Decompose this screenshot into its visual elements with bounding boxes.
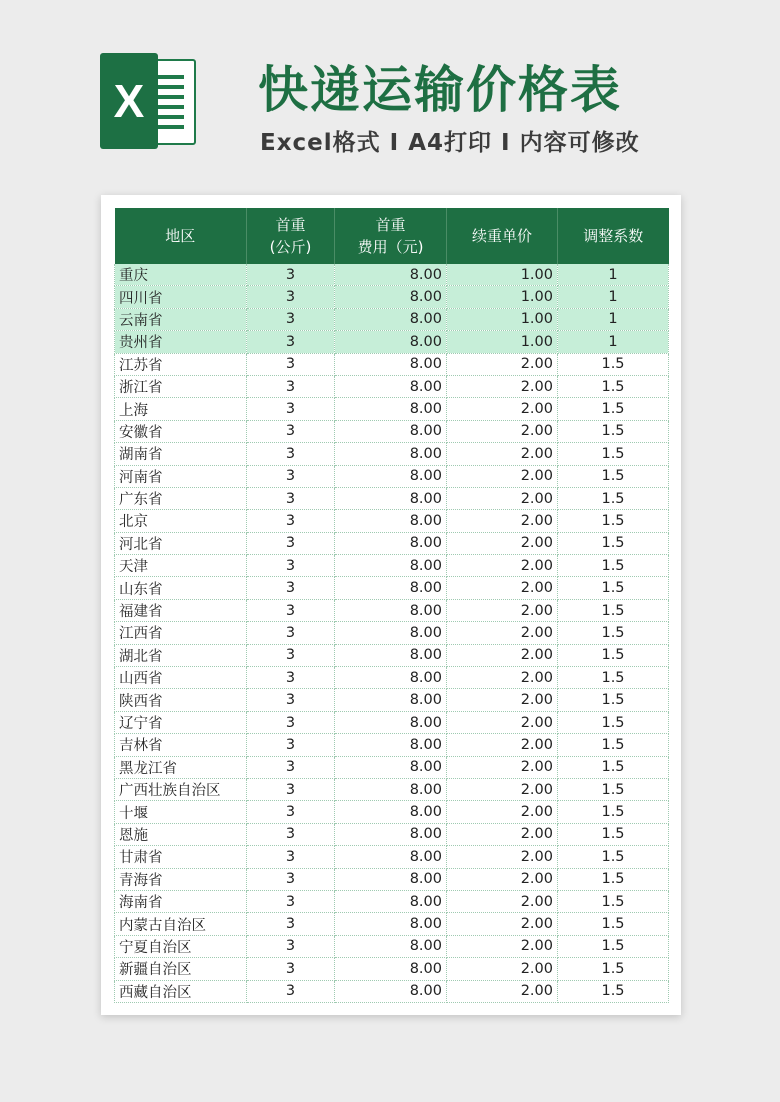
region-cell: 北京 (115, 510, 247, 532)
unit-price-cell: 2.00 (447, 443, 558, 465)
adjust-factor-cell: 1.5 (558, 622, 669, 644)
region-cell: 山东省 (115, 577, 247, 599)
region-cell: 云南省 (115, 308, 247, 330)
unit-price-cell: 2.00 (447, 398, 558, 420)
region-cell: 宁夏自治区 (115, 935, 247, 957)
unit-price-cell: 2.00 (447, 622, 558, 644)
first-weight-cell: 3 (247, 622, 335, 644)
adjust-factor-cell: 1.5 (558, 667, 669, 689)
adjust-factor-cell: 1.5 (558, 577, 669, 599)
region-cell: 海南省 (115, 890, 247, 912)
table-row (115, 465, 669, 487)
region-cell: 新疆自治区 (115, 958, 247, 980)
adjust-factor-cell: 1 (558, 286, 669, 308)
first-fee-cell: 8.00 (335, 756, 447, 778)
first-fee-cell: 8.00 (335, 890, 447, 912)
table-row (115, 958, 669, 980)
first-fee-cell: 8.00 (335, 443, 447, 465)
region-cell: 甘肃省 (115, 846, 247, 868)
header-first-weight: 首重 (公斤) (247, 208, 335, 264)
first-weight-cell: 3 (247, 667, 335, 689)
adjust-factor-cell: 1.5 (558, 487, 669, 509)
first-weight-cell: 3 (247, 958, 335, 980)
table-row (115, 935, 669, 957)
table-row (115, 420, 669, 442)
table-row (115, 711, 669, 733)
region-cell: 河南省 (115, 465, 247, 487)
table-row (115, 734, 669, 756)
unit-price-cell: 2.00 (447, 644, 558, 666)
first-fee-cell: 8.00 (335, 353, 447, 375)
region-cell: 湖南省 (115, 443, 247, 465)
first-weight-cell: 3 (247, 420, 335, 442)
adjust-factor-cell: 1.5 (558, 935, 669, 957)
unit-price-cell: 2.00 (447, 487, 558, 509)
first-fee-cell: 8.00 (335, 913, 447, 935)
table-row (115, 823, 669, 845)
first-fee-cell: 8.00 (335, 510, 447, 532)
adjust-factor-cell: 1.5 (558, 823, 669, 845)
table-row (115, 331, 669, 353)
adjust-factor-cell: 1.5 (558, 890, 669, 912)
first-weight-cell: 3 (247, 890, 335, 912)
first-weight-cell: 3 (247, 980, 335, 1002)
table-row (115, 778, 669, 800)
region-cell: 内蒙古自治区 (115, 913, 247, 935)
first-weight-cell: 3 (247, 801, 335, 823)
unit-price-cell: 2.00 (447, 980, 558, 1002)
table-row (115, 555, 669, 577)
first-weight-cell: 3 (247, 935, 335, 957)
table-row (115, 644, 669, 666)
unit-price-cell: 1.00 (447, 331, 558, 353)
unit-price-cell: 1.00 (447, 308, 558, 330)
region-cell: 天津 (115, 555, 247, 577)
unit-price-cell: 2.00 (447, 375, 558, 397)
unit-price-cell: 2.00 (447, 711, 558, 733)
first-weight-cell: 3 (247, 308, 335, 330)
first-fee-cell: 8.00 (335, 331, 447, 353)
first-weight-cell: 3 (247, 778, 335, 800)
table-row (115, 980, 669, 1002)
unit-price-cell: 2.00 (447, 913, 558, 935)
region-cell: 吉林省 (115, 734, 247, 756)
table-row (115, 846, 669, 868)
table-row (115, 689, 669, 711)
unit-price-cell: 2.00 (447, 734, 558, 756)
header-region: 地区 (115, 208, 247, 264)
first-fee-cell: 8.00 (335, 980, 447, 1002)
first-fee-cell: 8.00 (335, 801, 447, 823)
region-cell: 陕西省 (115, 689, 247, 711)
unit-price-cell: 2.00 (447, 756, 558, 778)
region-cell: 青海省 (115, 868, 247, 890)
page-subtitle: Excel格式 I A4打印 I 内容可修改 (260, 130, 640, 156)
region-cell: 贵州省 (115, 331, 247, 353)
adjust-factor-cell: 1.5 (558, 711, 669, 733)
first-weight-cell: 3 (247, 577, 335, 599)
table-row (115, 487, 669, 509)
excel-x-letter: X (100, 53, 158, 149)
adjust-factor-cell: 1.5 (558, 801, 669, 823)
first-fee-cell: 8.00 (335, 286, 447, 308)
header-adjust-factor: 调整系数 (558, 208, 669, 264)
region-cell: 西藏自治区 (115, 980, 247, 1002)
first-weight-cell: 3 (247, 398, 335, 420)
adjust-factor-cell: 1.5 (558, 599, 669, 621)
first-fee-cell: 8.00 (335, 868, 447, 890)
first-weight-cell: 3 (247, 734, 335, 756)
table-row (115, 443, 669, 465)
unit-price-cell: 2.00 (447, 555, 558, 577)
unit-price-cell: 2.00 (447, 689, 558, 711)
region-cell: 江西省 (115, 622, 247, 644)
adjust-factor-cell: 1.5 (558, 846, 669, 868)
first-fee-cell: 8.00 (335, 420, 447, 442)
first-fee-cell: 8.00 (335, 487, 447, 509)
first-fee-cell: 8.00 (335, 689, 447, 711)
unit-price-cell: 2.00 (447, 958, 558, 980)
region-cell: 辽宁省 (115, 711, 247, 733)
unit-price-cell: 2.00 (447, 823, 558, 845)
adjust-factor-cell: 1.5 (558, 398, 669, 420)
table-row (115, 532, 669, 554)
table-row (115, 801, 669, 823)
first-weight-cell: 3 (247, 353, 335, 375)
adjust-factor-cell: 1.5 (558, 555, 669, 577)
first-weight-cell: 3 (247, 823, 335, 845)
table-row (115, 264, 669, 286)
first-weight-cell: 3 (247, 868, 335, 890)
adjust-factor-cell: 1.5 (558, 868, 669, 890)
adjust-factor-cell: 1.5 (558, 353, 669, 375)
first-fee-cell: 8.00 (335, 599, 447, 621)
adjust-factor-cell: 1 (558, 264, 669, 286)
first-weight-cell: 3 (247, 286, 335, 308)
table-header-row (115, 208, 669, 264)
region-cell: 恩施 (115, 823, 247, 845)
region-cell: 山西省 (115, 667, 247, 689)
region-cell: 十堰 (115, 801, 247, 823)
adjust-factor-cell: 1.5 (558, 644, 669, 666)
unit-price-cell: 2.00 (447, 532, 558, 554)
adjust-factor-cell: 1.5 (558, 465, 669, 487)
first-weight-cell: 3 (247, 913, 335, 935)
unit-price-cell: 2.00 (447, 935, 558, 957)
unit-price-cell: 2.00 (447, 778, 558, 800)
adjust-factor-cell: 1.5 (558, 958, 669, 980)
region-cell: 河北省 (115, 532, 247, 554)
first-weight-cell: 3 (247, 532, 335, 554)
first-weight-cell: 3 (247, 555, 335, 577)
adjust-factor-cell: 1.5 (558, 375, 669, 397)
unit-price-cell: 2.00 (447, 465, 558, 487)
adjust-factor-cell: 1.5 (558, 913, 669, 935)
first-weight-cell: 3 (247, 264, 335, 286)
header-unit-price: 续重单价 (447, 208, 558, 264)
region-cell: 重庆 (115, 264, 247, 286)
table-row (115, 286, 669, 308)
first-fee-cell: 8.00 (335, 465, 447, 487)
adjust-factor-cell: 1.5 (558, 532, 669, 554)
table-row (115, 510, 669, 532)
price-table (114, 208, 669, 1003)
first-weight-cell: 3 (247, 443, 335, 465)
region-cell: 广西壮族自治区 (115, 778, 247, 800)
unit-price-cell: 2.00 (447, 599, 558, 621)
table-row (115, 667, 669, 689)
header-first-fee: 首重 费用（元) (335, 208, 447, 264)
unit-price-cell: 2.00 (447, 420, 558, 442)
table-row (115, 353, 669, 375)
adjust-factor-cell: 1.5 (558, 980, 669, 1002)
adjust-factor-cell: 1.5 (558, 778, 669, 800)
region-cell: 四川省 (115, 286, 247, 308)
first-fee-cell: 8.00 (335, 622, 447, 644)
region-cell: 广东省 (115, 487, 247, 509)
table-row (115, 398, 669, 420)
adjust-factor-cell: 1.5 (558, 734, 669, 756)
first-fee-cell: 8.00 (335, 555, 447, 577)
unit-price-cell: 1.00 (447, 264, 558, 286)
adjust-factor-cell: 1.5 (558, 756, 669, 778)
adjust-factor-cell: 1 (558, 331, 669, 353)
first-fee-cell: 8.00 (335, 375, 447, 397)
first-fee-cell: 8.00 (335, 846, 447, 868)
first-weight-cell: 3 (247, 689, 335, 711)
first-fee-cell: 8.00 (335, 778, 447, 800)
first-fee-cell: 8.00 (335, 532, 447, 554)
unit-price-cell: 1.00 (447, 286, 558, 308)
unit-price-cell: 2.00 (447, 667, 558, 689)
table-row (115, 913, 669, 935)
table-row (115, 868, 669, 890)
table-row (115, 308, 669, 330)
region-cell: 福建省 (115, 599, 247, 621)
first-weight-cell: 3 (247, 711, 335, 733)
unit-price-cell: 2.00 (447, 868, 558, 890)
region-cell: 黑龙江省 (115, 756, 247, 778)
first-weight-cell: 3 (247, 331, 335, 353)
excel-logo-icon (100, 53, 200, 149)
table-row (115, 890, 669, 912)
first-weight-cell: 3 (247, 644, 335, 666)
unit-price-cell: 2.00 (447, 510, 558, 532)
first-weight-cell: 3 (247, 599, 335, 621)
region-cell: 上海 (115, 398, 247, 420)
first-fee-cell: 8.00 (335, 711, 447, 733)
first-fee-cell: 8.00 (335, 667, 447, 689)
adjust-factor-cell: 1.5 (558, 689, 669, 711)
unit-price-cell: 2.00 (447, 801, 558, 823)
page-title: 快递运输价格表 (258, 61, 622, 119)
first-weight-cell: 3 (247, 510, 335, 532)
first-fee-cell: 8.00 (335, 935, 447, 957)
first-fee-cell: 8.00 (335, 308, 447, 330)
region-cell: 湖北省 (115, 644, 247, 666)
table-row (115, 599, 669, 621)
adjust-factor-cell: 1 (558, 308, 669, 330)
table-row (115, 622, 669, 644)
first-weight-cell: 3 (247, 465, 335, 487)
first-fee-cell: 8.00 (335, 577, 447, 599)
region-cell: 浙江省 (115, 375, 247, 397)
first-fee-cell: 8.00 (335, 823, 447, 845)
first-fee-cell: 8.00 (335, 264, 447, 286)
first-weight-cell: 3 (247, 756, 335, 778)
table-row (115, 375, 669, 397)
region-cell: 安徽省 (115, 420, 247, 442)
first-fee-cell: 8.00 (335, 398, 447, 420)
first-fee-cell: 8.00 (335, 958, 447, 980)
unit-price-cell: 2.00 (447, 353, 558, 375)
adjust-factor-cell: 1.5 (558, 443, 669, 465)
first-weight-cell: 3 (247, 846, 335, 868)
first-weight-cell: 3 (247, 487, 335, 509)
first-fee-cell: 8.00 (335, 734, 447, 756)
first-fee-cell: 8.00 (335, 644, 447, 666)
unit-price-cell: 2.00 (447, 577, 558, 599)
adjust-factor-cell: 1.5 (558, 420, 669, 442)
first-weight-cell: 3 (247, 375, 335, 397)
unit-price-cell: 2.00 (447, 890, 558, 912)
adjust-factor-cell: 1.5 (558, 510, 669, 532)
table-row (115, 577, 669, 599)
region-cell: 江苏省 (115, 353, 247, 375)
table-row (115, 756, 669, 778)
unit-price-cell: 2.00 (447, 846, 558, 868)
